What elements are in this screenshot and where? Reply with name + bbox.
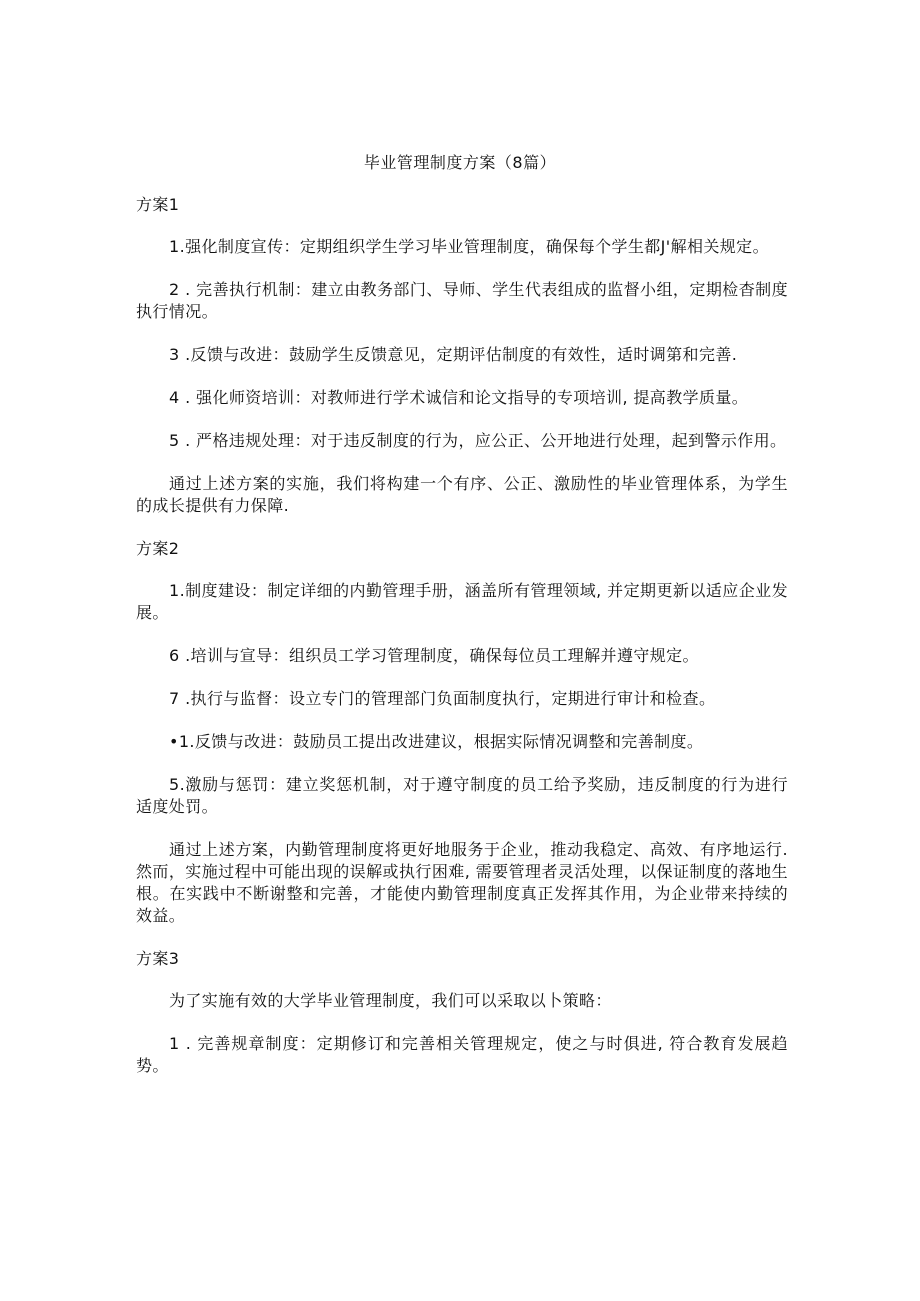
section-heading-2: 方案2	[136, 539, 180, 558]
paragraph: 1.制度建设：制定详细的内勤管理手册，涵盖所有管理领域, 并定期更新以适应企业发展。	[136, 581, 788, 622]
section-heading-3: 方案3	[136, 949, 180, 968]
paragraph: 为了实施有效的大学毕业管理制度，我们可以采取以卜策略：	[169, 991, 612, 1010]
section-heading-1: 方案1	[136, 195, 180, 214]
paragraph: 通过上述方案，内勤管理制度将更好地服务于企业，推动我稳定、高效、有序地运行. 然而，实施过程中可能出现的误解或执行困难, 需要管理者灵活处理，以保证制度的落地生根。在实践中不断谢整和完善，才能使内勤管理制度真正发挥其作用，为企业带来持续的效益。	[136, 840, 788, 925]
paragraph: 4 . 强化师资培训：对教师进行学术诚信和论文指导的专项培训, 提高教学质量。	[169, 388, 749, 407]
paragraph: 5 . 严格违规处理：对于违反制度的行为，应公正、公开地进行处理，起到警示作用。	[169, 431, 787, 450]
paragraph: •1.反馈与改进：鼓励员工提出改进建议，根据实际情况调整和完善制度。	[169, 732, 704, 751]
paragraph: 通过上述方案的实施，我们将构建一个有序、公正、激励性的毕业管理体系，为学生的成长提供有力保障.	[136, 474, 788, 515]
document-body	[136, 194, 788, 1098]
document-title: 毕业管理制度方案（8篇）	[363, 153, 557, 172]
paragraph: 1.强化制度宣传：定期组织学生学习毕业管理制度，确保每个学生都J'解相关规定。	[169, 237, 769, 256]
paragraph: 1 . 完善规章制度：定期修订和完善相关管理规定，使之与时俱进, 符合教育发展趋势。	[136, 1034, 788, 1075]
paragraph: 7 .执行与监督：设立专门的管理部门负面制度执行，定期进行审计和检查。	[169, 689, 716, 708]
paragraph: 2 . 完善执行机制：建立由教务部门、导师、学生代表组成的监督小组，定期检杳制度执行情况。	[136, 280, 788, 321]
paragraph: 6 .培训与宣导：组织员工学习管理制度，确保每位员工理解并遵守规定。	[169, 646, 699, 665]
paragraph: 5.激励与惩罚：建立奖惩机制，对于遵守制度的员工给予奖励，违反制度的行为进行适度处罚。	[136, 775, 788, 816]
paragraph: 3 .反馈与改进：鼓励学生反馈意见，定期评估制度的有效性，适时调第和完善.	[169, 345, 738, 364]
